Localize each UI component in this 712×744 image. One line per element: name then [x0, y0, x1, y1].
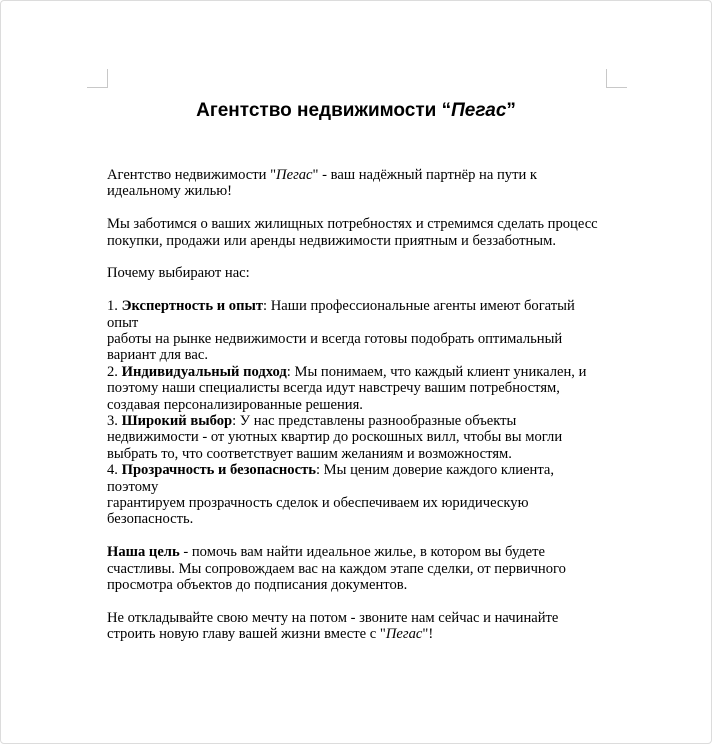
list-item-line-1: : Наши профессиональные агенты имеют богатый опыт	[107, 298, 575, 331]
list-item-term: Экспертность и опыт	[121, 298, 264, 315]
paragraph-gap	[107, 200, 607, 216]
closing-prefix: строить новую главу вашей жизни вместе с "	[107, 626, 386, 643]
intro-paragraph	[107, 167, 607, 200]
list-item-line-1: : У нас представлены разнообразные объекты	[232, 413, 517, 430]
list-item-line-2: недвижимости - от уютных квартир до роскошных вилл, чтобы вы могли	[107, 429, 563, 446]
care-paragraph	[107, 216, 607, 249]
care-line-1: Мы заботимся о ваших жилищных потребностях и стремимся сделать процесс	[107, 216, 598, 233]
list-item-line-2: поэтому наши специалисты всегда идут навстречу вашим потребностям,	[107, 380, 560, 397]
list-item-number: 4.	[107, 462, 122, 479]
list-item-line-3: безопасность.	[107, 511, 194, 528]
closing-paragraph	[107, 610, 607, 643]
margin-corner-top-right	[606, 69, 627, 88]
intro-suffix: " - ваш надёжный партнёр на пути к	[312, 167, 538, 183]
list-item-line-2: работы на рынке недвижимости и всегда готовы подобрать оптимальный	[107, 331, 563, 348]
care-line-2: покупки, продажи или аренды недвижимости приятным и беззаботным.	[107, 232, 556, 249]
why-heading: Почему выбирают нас:	[107, 265, 250, 282]
goal-term: Наша цель	[107, 544, 180, 561]
list-item-choice	[107, 413, 607, 462]
list-item-line-1: : Мы понимаем, что каждый клиент уникален, и	[286, 363, 587, 380]
title-suffix: ”	[506, 100, 516, 121]
list-item-number: 1.	[107, 298, 122, 315]
list-item-term: Прозрачность и безопасность	[121, 462, 316, 479]
document-title	[0, 100, 712, 122]
paragraph-gap	[107, 282, 607, 298]
intro-brand-name: Пегас	[276, 167, 313, 183]
list-item-line-3: создавая персонализированные решения.	[107, 396, 363, 413]
paragraph-gap	[107, 594, 607, 610]
margin-corner-top-left	[87, 69, 108, 88]
list-item-term: Широкий выбор	[121, 413, 233, 430]
paragraph-gap	[107, 528, 607, 544]
intro-line-2: идеальному жилью!	[107, 183, 233, 200]
list-item-line-2: гарантируем прозрачность сделок и обеспечиваем их юридическую	[107, 495, 529, 512]
intro-prefix: Агентство недвижимости "	[107, 167, 277, 183]
paragraph-gap	[107, 249, 607, 265]
list-item-line-3: вариант для вас.	[107, 347, 208, 364]
closing-line-1: Не откладывайте свою мечту на потом - звоните нам сейчас и начинайте	[107, 609, 559, 626]
list-item-line-3: выбрать то, что соответствует вашим желаниям и возможностям.	[107, 445, 512, 462]
list-item-line-1: : Мы ценим доверие каждого клиента, поэтому	[107, 462, 555, 495]
list-item-individual	[107, 364, 607, 413]
closing-suffix: "!	[422, 626, 434, 643]
list-item-transparency	[107, 462, 607, 528]
list-item-number: 3.	[107, 413, 122, 430]
document-body	[107, 167, 607, 643]
list-item-expertise	[107, 298, 607, 364]
list-item-term: Индивидуальный подход	[121, 363, 287, 380]
list-item-number: 2.	[107, 363, 122, 380]
title-brand-name: Пегас	[451, 100, 507, 121]
closing-brand-name: Пегас	[385, 626, 423, 643]
goal-paragraph	[107, 544, 607, 593]
title-prefix: Агентство недвижимости “	[196, 100, 452, 121]
goal-line-3: просмотра объектов до подписания документов.	[107, 577, 408, 594]
goal-line-1: - помочь вам найти идеальное жилье, в котором вы будете	[179, 544, 545, 561]
goal-line-2: счастливы. Мы сопровождаем вас на каждом этапе сделки, от первичного	[107, 560, 566, 577]
